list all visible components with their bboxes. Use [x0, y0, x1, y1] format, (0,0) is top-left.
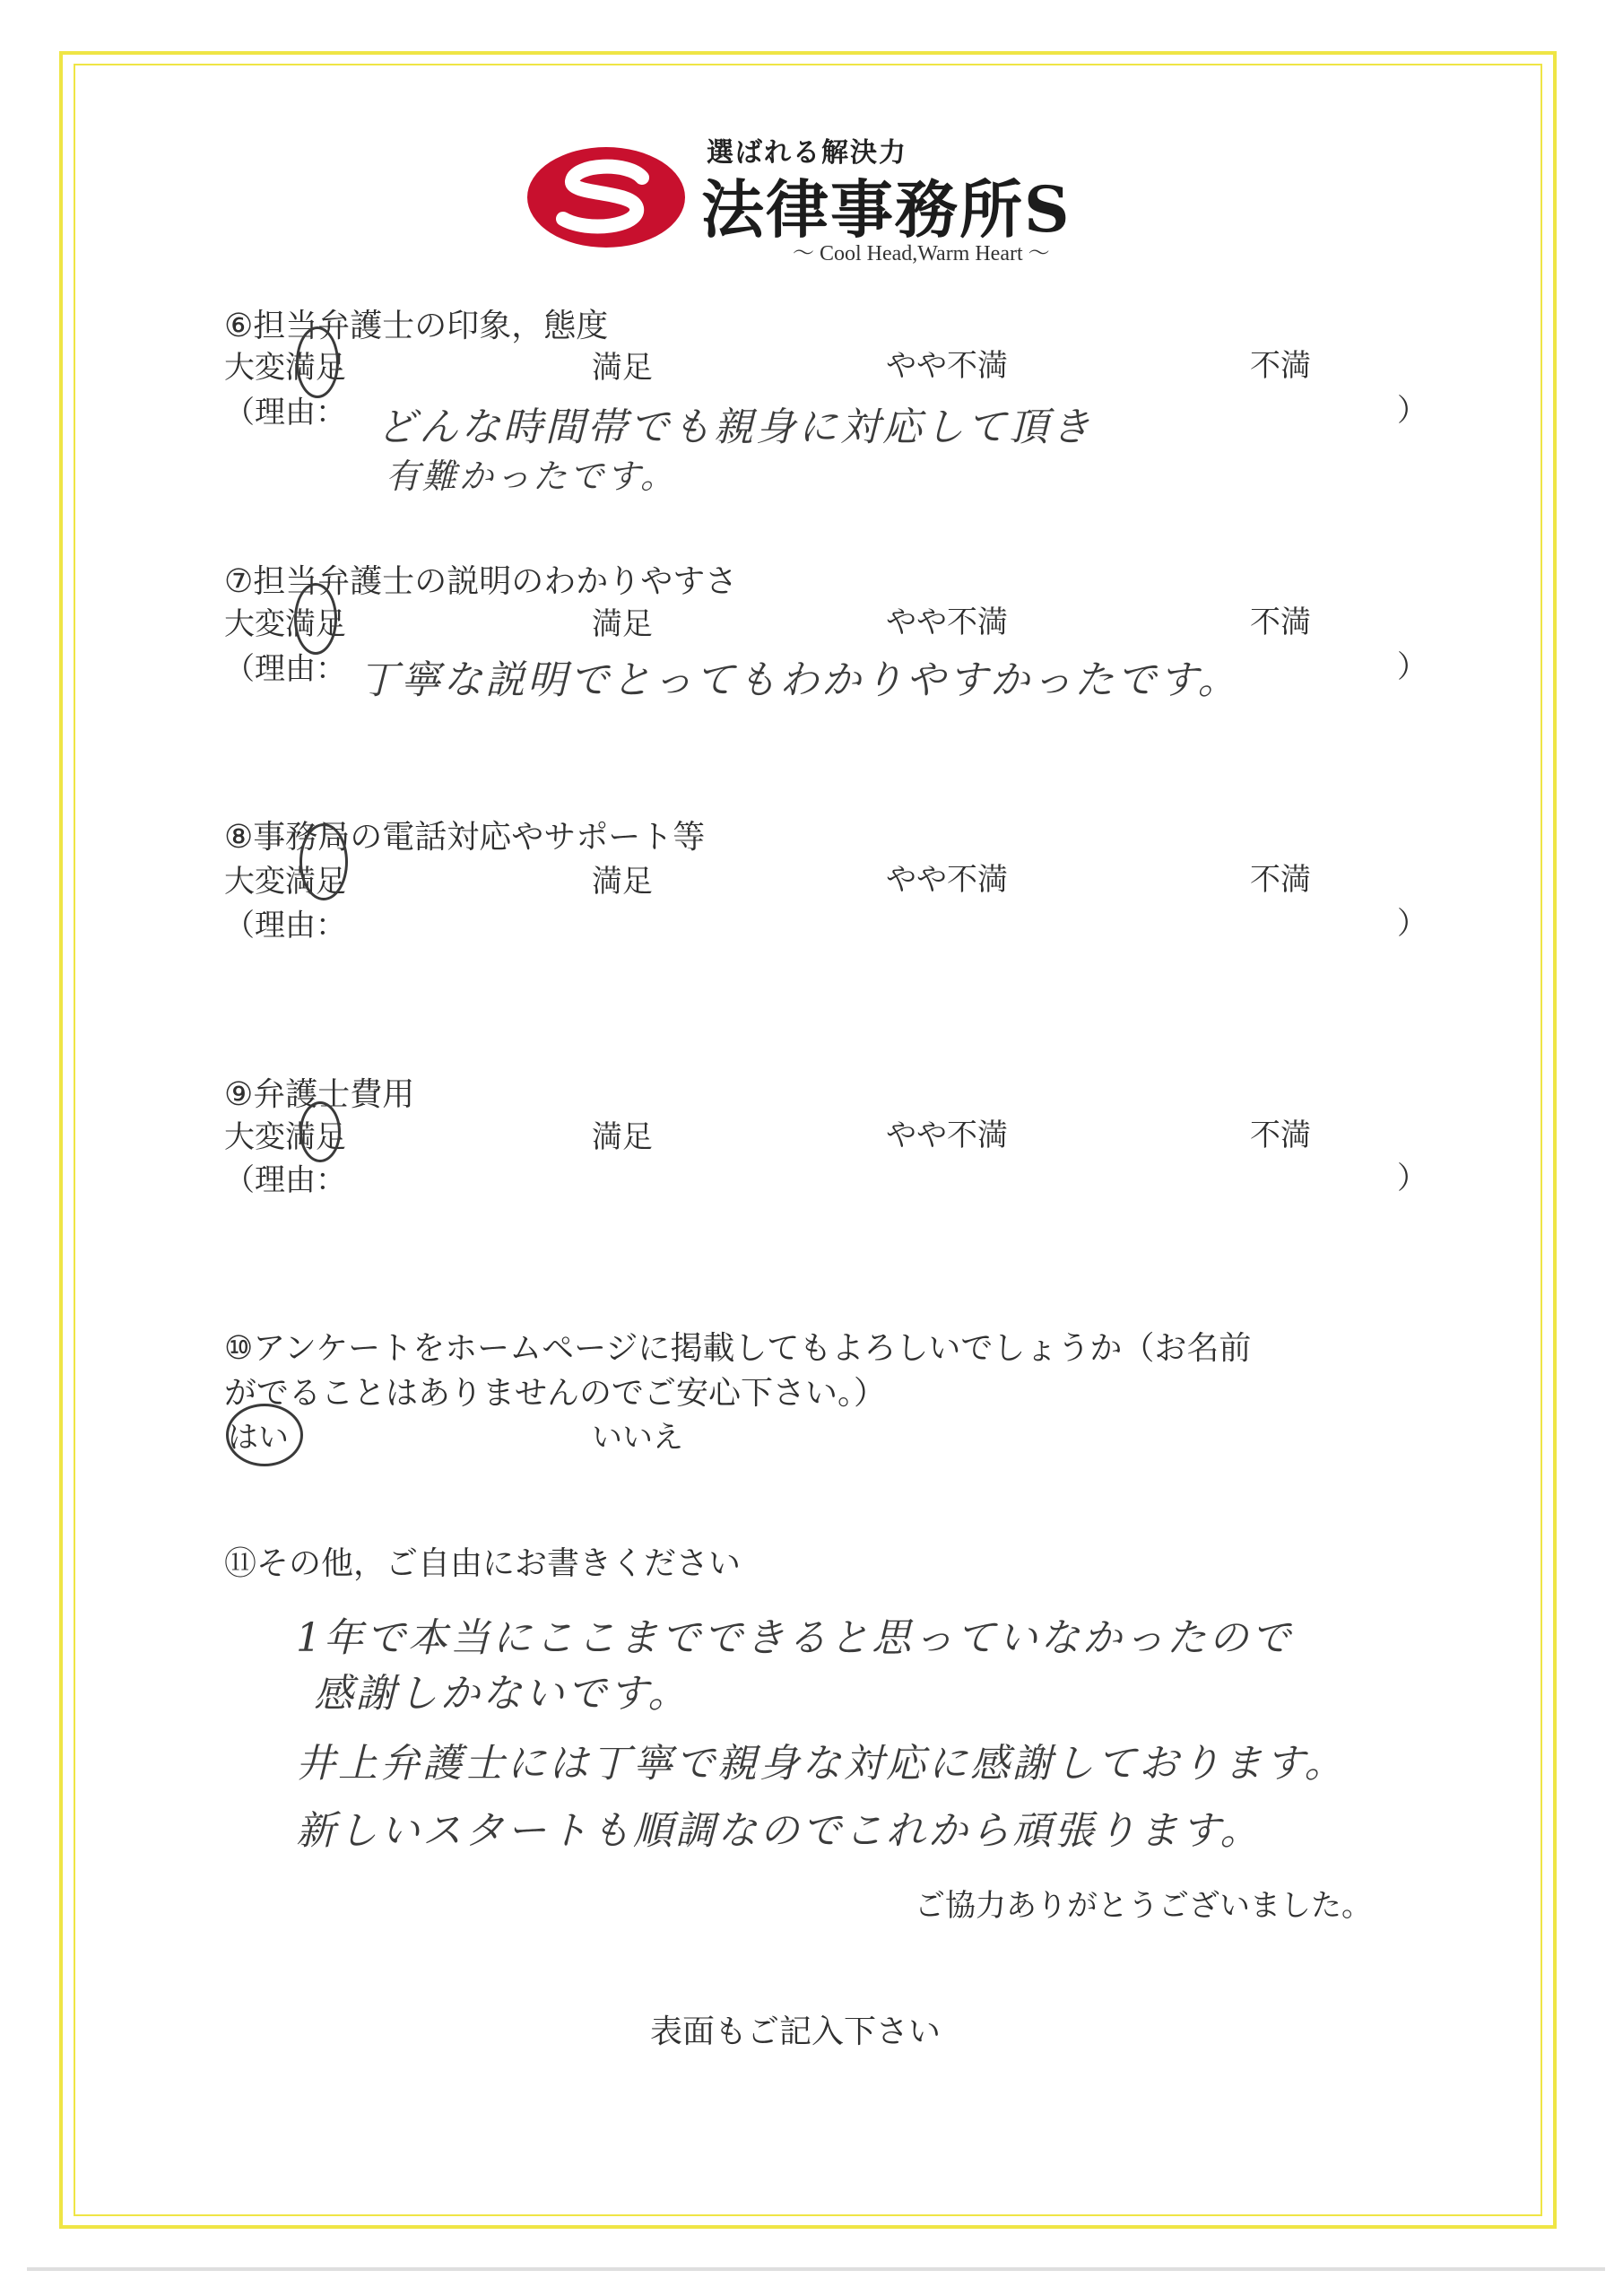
thanks-message: ご協力ありがとうございました。 [915, 1888, 1372, 1924]
q9-reason-label: （理由： [224, 1162, 346, 1198]
comment-line-4: 新しいスタートも順調なのでこれから頑張ります。 [296, 1808, 1263, 1854]
comment-line-2: 感謝しかないです。 [314, 1671, 690, 1717]
q7-option-satisfied[interactable]: 満足 [592, 606, 653, 642]
comment-line-1: 1年で本当にここまでできると思っていなかったので [296, 1615, 1293, 1661]
question-10-title-line-2: がでることはありませんのでご安心下さい。） [224, 1375, 887, 1412]
scan-edge-line [27, 2267, 1605, 2271]
footer-note: 表面もご記入下さい [650, 2013, 942, 2050]
q9-option-somewhat-dissatisfied[interactable]: やや不満 [886, 1118, 1008, 1153]
q6-option-somewhat-dissatisfied[interactable]: やや不満 [886, 348, 1008, 384]
q6-reason-label: （理由： [224, 395, 346, 430]
q9-option-satisfied[interactable]: 満足 [592, 1119, 653, 1155]
q7-option-somewhat-dissatisfied[interactable]: やや不満 [886, 604, 1008, 640]
q9-option-dissatisfied[interactable]: 不満 [1250, 1118, 1311, 1153]
q10-option-yes[interactable]: はい [228, 1420, 289, 1456]
q9-reason-close: ） [1397, 1161, 1428, 1196]
q7-reason-close: ） [1397, 649, 1428, 685]
q6-reason-line-1: どんな時間帯でも親身に対応して頂き [377, 404, 1093, 450]
question-10-title-line-1: ⑩アンケートをホームページに掲載してもよろしいでしょうか（お名前 [224, 1330, 1252, 1367]
q6-option-satisfied[interactable]: 満足 [592, 350, 653, 386]
q8-option-dissatisfied[interactable]: 不満 [1250, 862, 1311, 898]
q8-reason-close: ） [1397, 906, 1428, 942]
question-7-title: ⑦担当弁護士の説明のわかりやすさ [224, 563, 738, 600]
q8-option-satisfied[interactable]: 満足 [592, 864, 653, 900]
q9-selection-mark [299, 1101, 341, 1162]
question-8-title: ⑧事務局の電話対応やサポート等 [224, 819, 706, 856]
logo-s-icon [525, 144, 687, 251]
q7-option-dissatisfied[interactable]: 不満 [1250, 604, 1311, 640]
question-9-title: ⑨弁護士費用 [224, 1076, 415, 1113]
q10-selection-mark [226, 1404, 303, 1466]
logo-tagline: 選ばれる解決力 [707, 137, 907, 169]
question-6-title: ⑥担当弁護士の印象，態度 [224, 308, 609, 344]
q7-reason-line-1: 丁寧な説明でとってもわかりやすかったです。 [359, 657, 1240, 703]
q7-option-very-satisfied[interactable]: 大変満足 [224, 606, 346, 642]
q8-selection-mark [299, 823, 348, 900]
question-11-title: ⑪その他，ご自由にお書きください [224, 1545, 742, 1582]
q6-reason-close: ） [1397, 393, 1428, 429]
q8-option-somewhat-dissatisfied[interactable]: やや不満 [886, 862, 1008, 898]
q10-option-no[interactable]: いいえ [592, 1420, 683, 1456]
q7-reason-label: （理由： [224, 651, 346, 687]
q8-reason-label: （理由： [224, 908, 346, 944]
q9-option-very-satisfied[interactable]: 大変満足 [224, 1119, 346, 1155]
q6-option-dissatisfied[interactable]: 不満 [1250, 348, 1311, 384]
firm-name: 法律事務所S [701, 172, 1072, 247]
comment-line-3: 井上弁護士には丁寧で親身な対応に感謝しております。 [296, 1741, 1347, 1787]
firm-motto: ～ Cool Head,Warm Heart ～ [793, 242, 1050, 265]
q6-option-very-satisfied[interactable]: 大変満足 [224, 350, 346, 386]
q6-reason-line-2: 有難かったです。 [386, 457, 677, 496]
q8-option-very-satisfied[interactable]: 大変満足 [224, 864, 346, 900]
